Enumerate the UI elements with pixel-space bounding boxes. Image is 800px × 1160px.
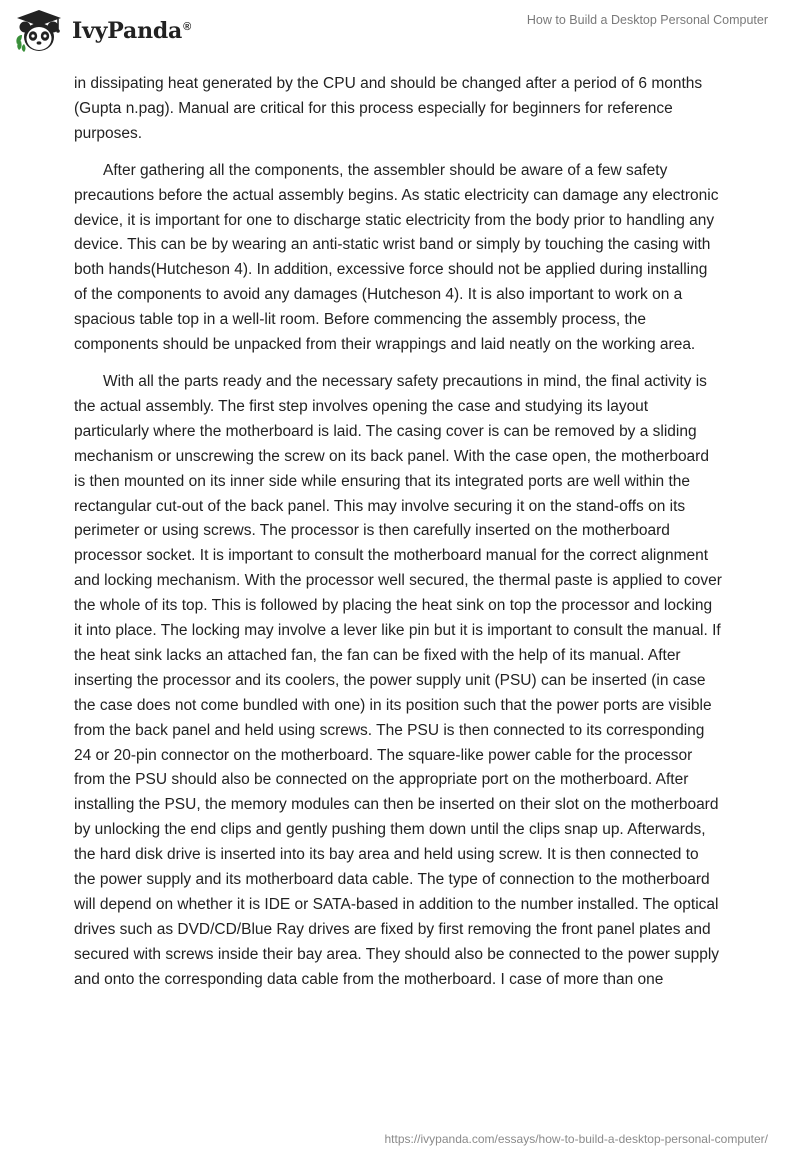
ivypanda-logo[interactable]: [14, 8, 191, 54]
source-url[interactable]: https://ivypanda.com/essays/how-to-build-a-desktop-personal-computer/: [384, 1132, 768, 1146]
registered-mark: ®: [183, 20, 192, 33]
essay-body: [74, 72, 724, 1005]
panda-graduate-logo-icon: [14, 8, 64, 54]
paragraph-safety-precautions: After gathering all the components, the assembler should be aware of a few safety precautions before the actual assembly begins. As static electricity can damage any electronic device, it is important for one to discharge static electricity from the body prior to handling any device. This can be by wearing an anti-static wrist band or simply by touching the casing with both hands(Hutcheson 4). In addition, excessive force should not be applied during installing of the components to avoid any damages (Hutcheson 4). It is also important to work on a spacious table top in a well-lit room. Before commencing the assembly process, the components should be unpacked from their wrappings and laid neatly on the working area.: [74, 161, 719, 354]
logo-text: IvyPanda®: [72, 18, 192, 44]
paragraph-assembly: With all the parts ready and the necessary safety precautions in mind, the final activity is the actual assembly. The first step involves opening the case and studying its layout particularly where the motherboard is laid. The casing cover is can be removed by a sliding mechanism or unscrewing the screw on its back panel. With the case open, the motherboard is then mounted on its inner side while ensuring that its integrated ports are well within the rectangular cut-out of the back panel. This may involve securing it on the stand-offs on its perimeter or using screws. The processor is then carefully inserted on the motherboard processor socket. It is important to consult the motherboard manual for the correct alignment and locking mechanism. With the processor well secured, the thermal paste is applied to cover the whole of its top. This is followed by placing the heat sink on top the processor and locking it into place. The locking may involve a lever like pin but it is important to consult the manual. If the heat sink lacks an attached fan, the fan can be fixed with the help of its manual. After inserting the processor and its coolers, the power supply unit (PSU) can be inserted (in case the case does not come bundled with one) in its position such that the power ports are visible from the back panel and held using screws. The PSU is then connected to its corresponding 24 or 20-pin connector on the motherboard. The square-like power cable for the processor from the PSU should also be connected on the appropriate port on the motherboard. After installing the PSU, the memory modules can then be inserted on their slot on the motherboard by unlocking the end clips and gently pushing them down until the clips snap up. Afterwards, the hard disk drive is inserted into its bay area and held using screw. It is then connected to the power supply and its motherboard data cable. The type of connection to the motherboard will depend on whether it is IDE or SATA-based in addition to the number installed. The optical drives such as DVD/CD/Blue Ray drives are fixed by first removing the front panel plates and secured with screws inside their bay area. They should also be connected to the power supply and onto the corresponding data cable from the motherboard. I case of more than one: [74, 372, 722, 988]
paragraph-continued: in dissipating heat generated by the CPU and should be changed after a period of 6 months (Gupta n.pag). Manual are critical for this process especially for beginners for reference purposes.: [74, 75, 703, 142]
page-header: [0, 0, 800, 60]
document-title: How to Build a Desktop Personal Computer: [526, 13, 768, 27]
